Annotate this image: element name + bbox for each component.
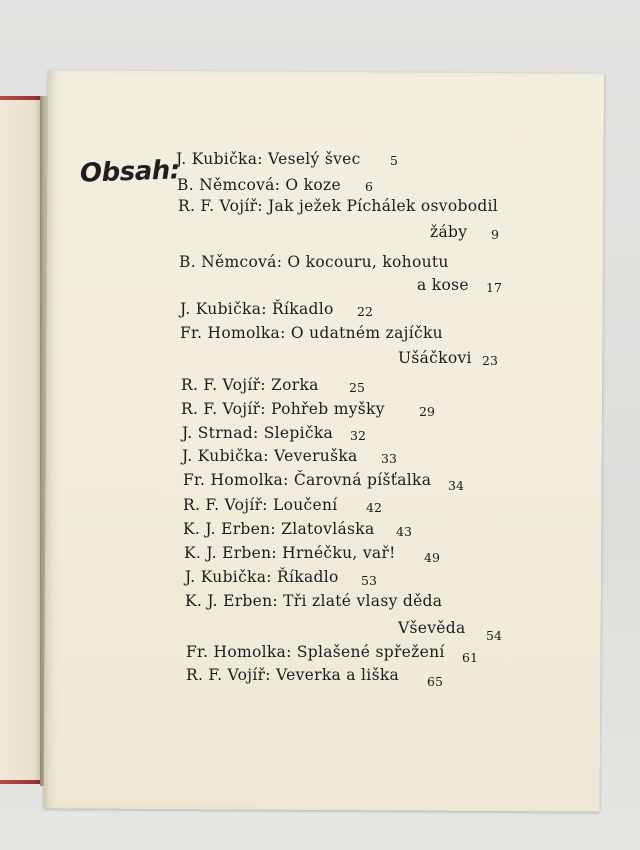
contents-heading: Obsah: — [79, 155, 181, 189]
toc-entry-title: R. F. Vojíř: Pohřeb myšky — [181, 400, 385, 418]
toc-entry-title: B. Němcová: O kocouru, kohoutu — [179, 253, 449, 271]
toc-entry-page-number: 61 — [462, 650, 478, 665]
toc-entry-title: R. F. Vojíř: Zorka — [181, 376, 319, 394]
toc-entry-page-number: 29 — [419, 404, 435, 419]
toc-entry-title: K. J. Erben: Zlatovláska — [183, 520, 375, 538]
toc-entry-page-number: 5 — [390, 153, 398, 168]
toc-entry-title: K. J. Erben: Hrnéčku, vař! — [184, 544, 396, 562]
toc-entry-title: J. Kubička: Říkadlo — [185, 568, 339, 586]
toc-entry-page-number: 9 — [491, 227, 499, 242]
toc-entry-page-number: 43 — [396, 524, 412, 539]
toc-entry-title: K. J. Erben: Tři zlaté vlasy děda — [185, 592, 443, 610]
toc-entry-continuation: Ušáčkovi — [398, 349, 472, 367]
toc-entry-continuation: žáby — [430, 223, 468, 241]
toc-entry-title: Fr. Homolka: Čarovná píšťalka — [183, 471, 432, 489]
toc-entry-page-number: 42 — [366, 500, 382, 515]
left-page-edge — [0, 100, 40, 780]
toc-entry-title: R. F. Vojíř: Jak ježek Píchálek osvobodil — [178, 197, 499, 215]
toc-entry-title: J. Kubička: Veveruška — [182, 447, 358, 465]
toc-entry-title: J. Kubička: Říkadlo — [180, 300, 334, 318]
toc-entry-page-number: 49 — [424, 550, 440, 565]
toc-entry-continuation: Vševěda — [398, 619, 466, 637]
toc-entry-page-number: 54 — [486, 628, 502, 643]
toc-entry-continuation: a kose — [417, 276, 469, 294]
toc-entry-page-number: 32 — [350, 428, 366, 443]
toc-entry-page-number: 65 — [427, 674, 443, 689]
toc-entry-title: Fr. Homolka: Splašené spřežení — [186, 643, 445, 661]
toc-entry-page-number: 23 — [482, 353, 498, 368]
toc-entry-title: J. Strnad: Slepička — [182, 424, 334, 442]
toc-entry-page-number: 34 — [448, 478, 464, 493]
toc-entry-page-number: 22 — [357, 304, 373, 319]
toc-entry-page-number: 17 — [486, 280, 502, 295]
toc-entry-page-number: 6 — [365, 179, 373, 194]
toc-entry-page-number: 53 — [361, 573, 377, 588]
toc-entry-title: R. F. Vojíř: Loučení — [183, 496, 338, 514]
toc-entry-title: Fr. Homolka: O udatném zajíčku — [180, 324, 443, 342]
toc-entry-title: R. F. Vojíř: Veverka a liška — [186, 666, 400, 684]
toc-entry-title: B. Němcová: O koze — [177, 176, 341, 194]
toc-entry-page-number: 33 — [381, 451, 397, 466]
toc-entry-page-number: 25 — [349, 380, 365, 395]
toc-entry-title: J. Kubička: Veselý švec — [176, 150, 361, 168]
